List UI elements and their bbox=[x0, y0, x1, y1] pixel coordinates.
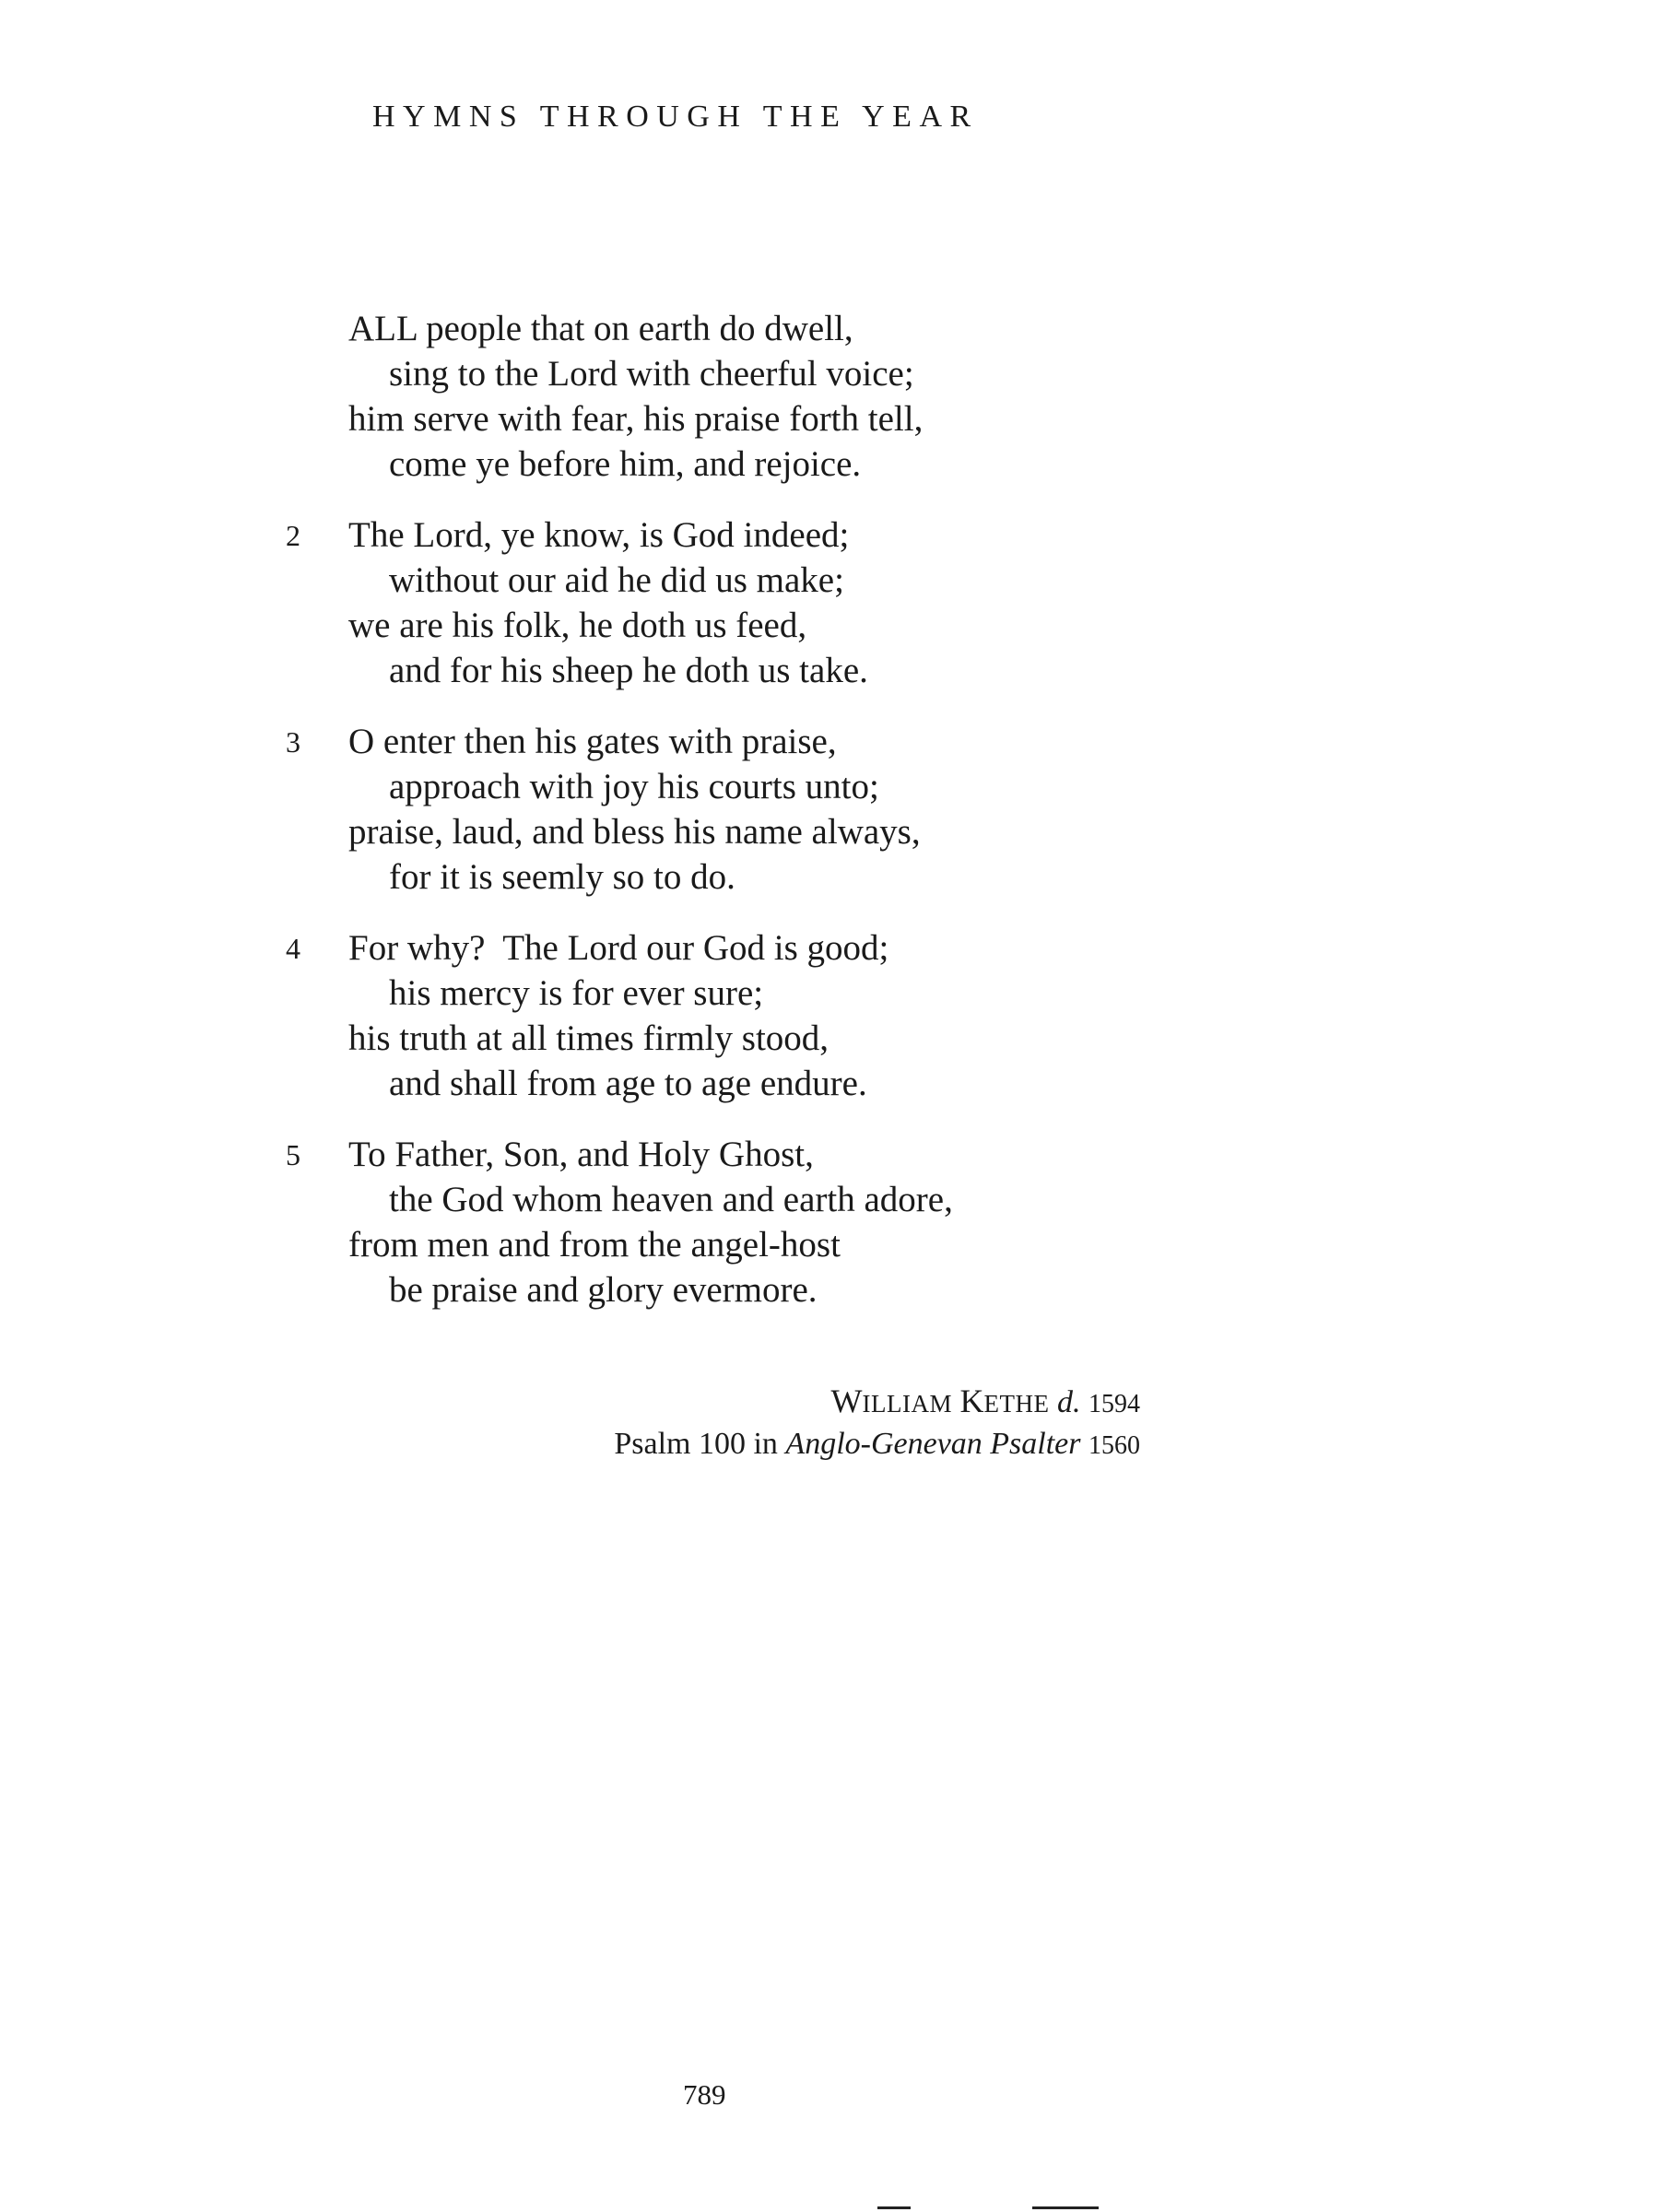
author-first-initial: W bbox=[830, 1382, 863, 1419]
stanza-line: O enter then his gates with praise, bbox=[348, 722, 837, 761]
author-last-rest: ETHE bbox=[983, 1390, 1050, 1418]
died-marker: d. bbox=[1057, 1385, 1081, 1419]
stanza-line: his truth at all times firmly stood, bbox=[348, 1018, 830, 1058]
stanza-line: we are his folk, he doth us feed, bbox=[348, 606, 807, 645]
stanza-line: be praise and glory evermore. bbox=[389, 1270, 818, 1310]
stanza-line: To Father, Son, and Holy Ghost, bbox=[348, 1135, 814, 1174]
stanza-line: approach with joy his courts unto; bbox=[389, 767, 879, 806]
page-number: 789 bbox=[683, 2078, 726, 2111]
stanza-line: come ye before him, and rejoice. bbox=[389, 444, 862, 484]
author-first-rest: ILLIAM bbox=[862, 1390, 953, 1418]
stanza-line: his mercy is for ever sure; bbox=[389, 973, 764, 1013]
verse-number: 4 bbox=[286, 932, 300, 965]
source-prefix: Psalm 100 in bbox=[614, 1427, 778, 1461]
author-attribution bbox=[831, 1380, 1140, 1426]
verse-number: 2 bbox=[286, 519, 300, 552]
stanza-line: and shall from age to age endure. bbox=[389, 1064, 867, 1103]
stanza-line: him serve with fear, his praise forth tell, bbox=[348, 399, 924, 439]
stanza-line: and for his sheep he doth us take. bbox=[389, 651, 868, 690]
stanza-line: praise, laud, and bless his name always, bbox=[348, 812, 921, 852]
source-year: 1560 bbox=[1088, 1431, 1140, 1460]
verse-number: 5 bbox=[286, 1138, 300, 1171]
stanza-line: For why? The Lord our God is good; bbox=[348, 928, 889, 968]
author-death-year: 1594 bbox=[1088, 1390, 1140, 1418]
verse-number: 3 bbox=[286, 725, 300, 759]
stanza-line: without our aid he did us make; bbox=[389, 560, 844, 600]
stanza-line: ALL people that on earth do dwell, bbox=[348, 309, 853, 348]
stanza-line: sing to the Lord with cheerful voice; bbox=[389, 354, 914, 394]
stanza-line: from men and from the angel-host bbox=[348, 1225, 841, 1265]
stanza-line: the God whom heaven and earth adore, bbox=[389, 1180, 953, 1219]
source-title: Anglo-Genevan Psalter bbox=[785, 1427, 1081, 1461]
scan-edge-mark bbox=[1032, 2206, 1099, 2209]
author-last-initial: K bbox=[959, 1382, 984, 1419]
hymn-text bbox=[0, 306, 1659, 1310]
running-head: HYMNS THROUGH THE YEAR bbox=[372, 100, 979, 134]
stanza-line: for it is seemly so to do. bbox=[389, 857, 735, 897]
source-attribution bbox=[614, 1423, 1140, 1467]
scan-edge-mark bbox=[877, 2206, 911, 2209]
stanza-line: The Lord, ye know, is God indeed; bbox=[348, 515, 850, 555]
